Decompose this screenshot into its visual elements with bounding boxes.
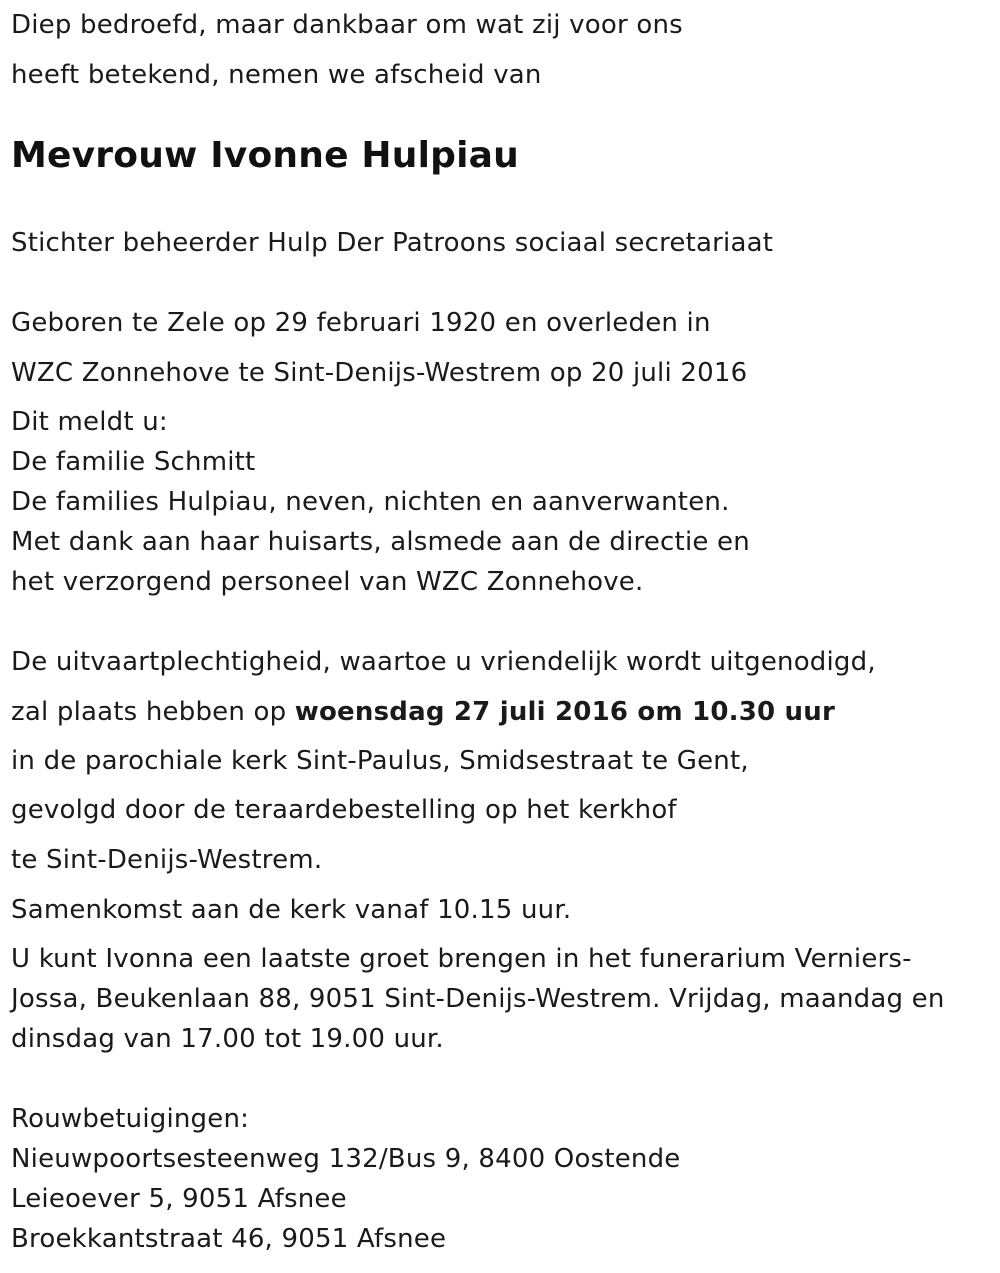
condolence-address-2: Leieoever 5, 9051 Afsnee — [11, 1184, 347, 1214]
intro-line-1: Diep bedroefd, maar dankbaar om wat zij voor ons — [11, 10, 683, 40]
ceremony-line-5: te Sint-Denijs-Westrem. — [11, 845, 323, 875]
ceremony-line-4: gevolgd door de teraardebestelling op het kerkhof — [11, 795, 677, 825]
ceremony-line-2-prefix: zal plaats hebben op — [11, 697, 295, 727]
announcement-line-2: De familie Schmitt — [11, 447, 256, 477]
ceremony-line-2 — [11, 695, 835, 729]
announcement-line-4: Met dank aan haar huisarts, alsmede aan de directie en — [11, 527, 750, 557]
condolence-address-1: Nieuwpoortsesteenweg 132/Bus 9, 8400 Oostende — [11, 1144, 681, 1174]
deceased-role: Stichter beheerder Hulp Der Patroons sociaal secretariaat — [11, 228, 774, 258]
announcement-line-5: het verzorgend personeel van WZC Zonnehove. — [11, 567, 644, 597]
ceremony-line-1: De uitvaartplechtigheid, waartoe u vriendelijk wordt uitgenodigd, — [11, 647, 876, 677]
announcement-line-3: De families Hulpiau, neven, nichten en aanverwanten. — [11, 487, 730, 517]
announcement-line-1: Dit meldt u: — [11, 407, 168, 437]
deceased-name: Mevrouw Ivonne Hulpiau — [11, 135, 519, 176]
birth-death-line-2: WZC Zonnehove te Sint-Denijs-Westrem op 20 juli 2016 — [11, 358, 748, 388]
birth-death-line-1: Geboren te Zele op 29 februari 1920 en overleden in — [11, 308, 711, 338]
visitation-line-3: dinsdag van 17.00 tot 19.00 uur. — [11, 1024, 444, 1054]
intro-line-2: heeft betekend, nemen we afscheid van — [11, 60, 542, 90]
ceremony-line-6: Samenkomst aan de kerk vanaf 10.15 uur. — [11, 895, 572, 925]
ceremony-date-time: woensdag 27 juli 2016 om 10.30 uur — [294, 697, 835, 727]
visitation-line-2: Jossa, Beukenlaan 88, 9051 Sint-Denijs-Westrem. Vrijdag, maandag en — [11, 984, 945, 1014]
visitation-line-1: U kunt Ivonna een laatste groet brengen in het funerarium Verniers- — [11, 944, 912, 974]
ceremony-line-3: in de parochiale kerk Sint-Paulus, Smidsestraat te Gent, — [11, 746, 749, 776]
condolences-label: Rouwbetuigingen: — [11, 1104, 250, 1134]
condolence-address-3: Broekkantstraat 46, 9051 Afsnee — [11, 1224, 447, 1254]
